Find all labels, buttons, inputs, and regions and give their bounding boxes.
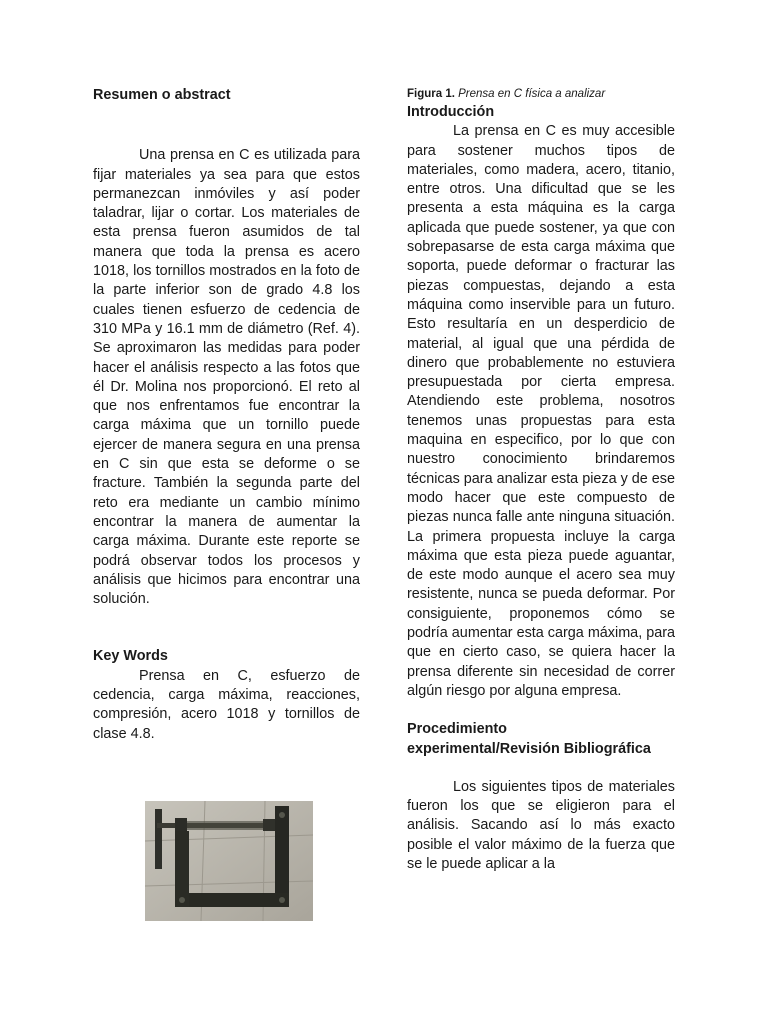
figure-caption <box>407 87 675 101</box>
c-clamp-image <box>145 801 313 921</box>
procedure-heading-line2: experimental/Revisión Bibliográfica <box>407 740 651 757</box>
left-column <box>93 86 360 744</box>
procedure-body: Los siguientes tipos de materiales fueron los que se eligieron para el análisis. Sacando así lo más exacto posible el valor máximo de la fuerza que se le puede aplicar a la <box>407 778 675 872</box>
c-clamp-photo <box>145 801 313 921</box>
figure-label: Figura 1. <box>407 88 455 100</box>
figure-caption-text: Prensa en C física a analizar <box>458 88 606 100</box>
intro-heading: Introducción <box>407 104 495 120</box>
procedure-heading-line1: Procedimiento <box>407 721 507 738</box>
intro-body: La prensa en C es muy accesible para sostener muchos tipos de materiales, como madera, acero, titanio, entre otros. Una dificultad que se les presenta a esta máquina es la carga aplicada que puede sostener, ya que con sobrepasarse de esta carga máxima que soporta, puede deformar o fracturar las piezas compuestas, dejando a esta máquina como inservible para un futuro. Esto resultaría en un desperdicio de material, al igual que una pérdida de dinero que probablemente no estuviera presupuestada por cierta empresa. Atendiendo este problema, nosotros tenemos unas propuestas para esta maquina en especifico, por lo que con nuestro conocimiento brindaremos técnicas para analizar esta pieza y de ese modo hacer que este compuesto de piezas nunca falle ante ninguna situación. La primera propuesta incluye la carga máxima que esta pieza puede aguantar, de este modo aunque el acero sea muy resistente, nunca se pueda deformar. Por consiguiente, proponemos cómo se podría aumentar esta carga máxima, para que en cierto caso, se quiera hacer la prensa diferente sin necesidad de correr algún riesgo por alguna empresa. <box>407 123 675 699</box>
abstract-heading: Resumen o abstract <box>93 87 231 103</box>
right-column <box>407 87 675 874</box>
keywords-body: Prensa en C, esfuerzo de cedencia, carga máxima, reacciones, compresión, acero 1018 y tornillos de clase 4.8. <box>93 667 360 742</box>
keywords-heading: Key Words <box>93 648 168 665</box>
abstract-body: Una prensa en C es utilizada para fijar materiales ya sea para que estos permanezcan inmóviles y así poder taladrar, lijar o cortar. Los materiales de esta prensa fueron asumidos de tal manera que toda la prensa es acero 1018, los tornillos mostrados en la foto de la parte inferior son de grado 4.8 los cuales tienen esfuerzo de cedencia de 310 MPa y 16.1 mm de diámetro (Ref. 4). Se aproximaron las medidas para poder hacer el análisis respecto a las fotos que él Dr. Molina nos proporcionó. El reto al que nos enfrentamos fue encontrar la carga máxima que un tornillo puede ejercer de manera segura en una prensa en C sin que esta se deforme o se fracture. También la segunda parte del reto era mediante un cambio mínimo encontrar la manera de aumentar la carga máxima. Durante este reporte se podrá observar todos los procesos y análisis que hicimos para encontrar una solución. <box>93 147 360 608</box>
